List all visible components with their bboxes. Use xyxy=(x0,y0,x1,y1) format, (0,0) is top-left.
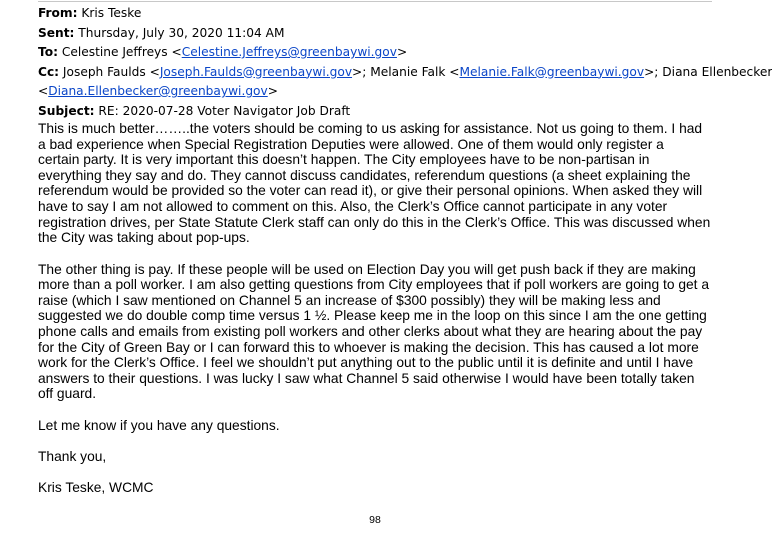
cc-1-name: Joseph Faulds xyxy=(62,64,146,79)
cc-2-email-link[interactable]: Melanie.Falk@greenbaywi.gov xyxy=(459,64,645,79)
body-line: more than a poll worker. I am also getting questions from City employees that if poll workers are going to get a xyxy=(38,277,710,293)
closing-line xyxy=(38,449,728,465)
body-line: certain party. It is very important this doesn’t happen. The City employees have to be non-partisan in xyxy=(38,152,650,168)
gt-bracket: > xyxy=(267,84,278,98)
body-paragraph-1 xyxy=(38,121,728,246)
body-line: for the City of Green Bay or I can forward this to whoever is making the decision. This has caused a lot more xyxy=(38,339,699,355)
gt-bracket: > xyxy=(396,45,408,59)
subject-label: Subject: xyxy=(38,103,95,118)
body-line: referendum would be provided so the voter can read it), or give their personal opinions. When asked they will xyxy=(38,183,703,199)
body-line: raise (which I saw mentioned on Channel 5 an increase of $300 possibly) they will be making less and xyxy=(38,292,661,308)
email-header xyxy=(38,4,772,121)
from-line xyxy=(38,4,728,24)
header-top-rule xyxy=(38,1,712,2)
body-line: registration drives, per State Statute Clerk staff can only do this in the Clerk’s Office. This was discussed when xyxy=(38,214,711,230)
from-value: Kris Teske xyxy=(81,6,142,20)
separator: >; xyxy=(644,64,663,79)
sent-label: Sent: xyxy=(38,25,75,40)
body-paragraph-2 xyxy=(38,262,728,402)
page-number: 98 xyxy=(369,514,381,526)
cc-1-email-link[interactable]: Joseph.Faulds@greenbaywi.gov xyxy=(159,64,353,79)
subject-line xyxy=(38,102,728,122)
lt-bracket: < xyxy=(38,84,49,98)
body-line: answers to their questions. I was lucky I saw what Channel 5 said otherwise I would have been totally taken xyxy=(38,370,695,386)
to-line xyxy=(38,43,728,63)
to-name: Celestine Jeffreys xyxy=(61,45,168,59)
email-body xyxy=(38,121,728,512)
signature-text: Kris Teske, WCMC xyxy=(38,480,154,496)
body-line: The other thing is pay. If these people will be used on Election Day you will get push back if they are making xyxy=(38,261,696,277)
sent-value: Thursday, July 30, 2020 11:04 AM xyxy=(78,25,285,40)
body-line: off guard. xyxy=(38,386,97,402)
body-line: phone calls and emails from existing poll workers and other clerks about what they are hearing about the pay xyxy=(38,323,703,339)
separator: >; xyxy=(352,64,371,79)
sent-line xyxy=(38,24,728,44)
cc-line-continued xyxy=(38,82,728,102)
cc-3-email-link[interactable]: Diana.Ellenbecker@greenbaywi.gov xyxy=(48,84,268,98)
body-line: Let me know if you have any questions. xyxy=(38,417,280,433)
to-label: To: xyxy=(38,45,58,59)
body-line: a bad experience when Special Registration Deputies were allowed. One of them would only register a xyxy=(38,136,664,152)
lt-bracket: < xyxy=(149,64,160,79)
from-label: From: xyxy=(38,6,78,20)
cc-line xyxy=(38,63,772,83)
body-line: the City was taking about pop-ups. xyxy=(38,230,250,246)
lt-bracket: < xyxy=(171,45,182,59)
body-line: have to say I am not allowed to comment on this. Also, the Clerk’s Office cannot participate in any voter xyxy=(38,198,668,214)
signature-line xyxy=(38,480,728,496)
lt-bracket: < xyxy=(449,64,460,79)
body-line: suggested we do double comp time versus 1 ½. Please keep me in the loop on this since I am the one getting xyxy=(38,308,707,324)
to-email-link[interactable]: Celestine.Jeffreys@greenbaywi.gov xyxy=(181,45,397,59)
body-paragraph-3 xyxy=(38,418,728,434)
closing-text: Thank you, xyxy=(38,449,107,465)
cc-2-name: Melanie Falk xyxy=(370,64,446,79)
subject-value: RE: 2020-07-28 Voter Navigator Job Draft xyxy=(98,103,351,118)
cc-3-name: Diana Ellenbecker xyxy=(662,64,772,79)
cc-label: Cc: xyxy=(38,64,60,79)
body-line: everything they say and do. They cannot discuss candidates, referendum questions (a sheet explaining the xyxy=(38,167,691,183)
body-line: work for the Clerk’s Office. I feel we shouldn’t put anything out to the public until it is definite and until I have xyxy=(38,355,694,371)
body-line: This is much better……..the voters should be coming to us asking for assistance. Not us going to them. I had xyxy=(38,121,703,136)
